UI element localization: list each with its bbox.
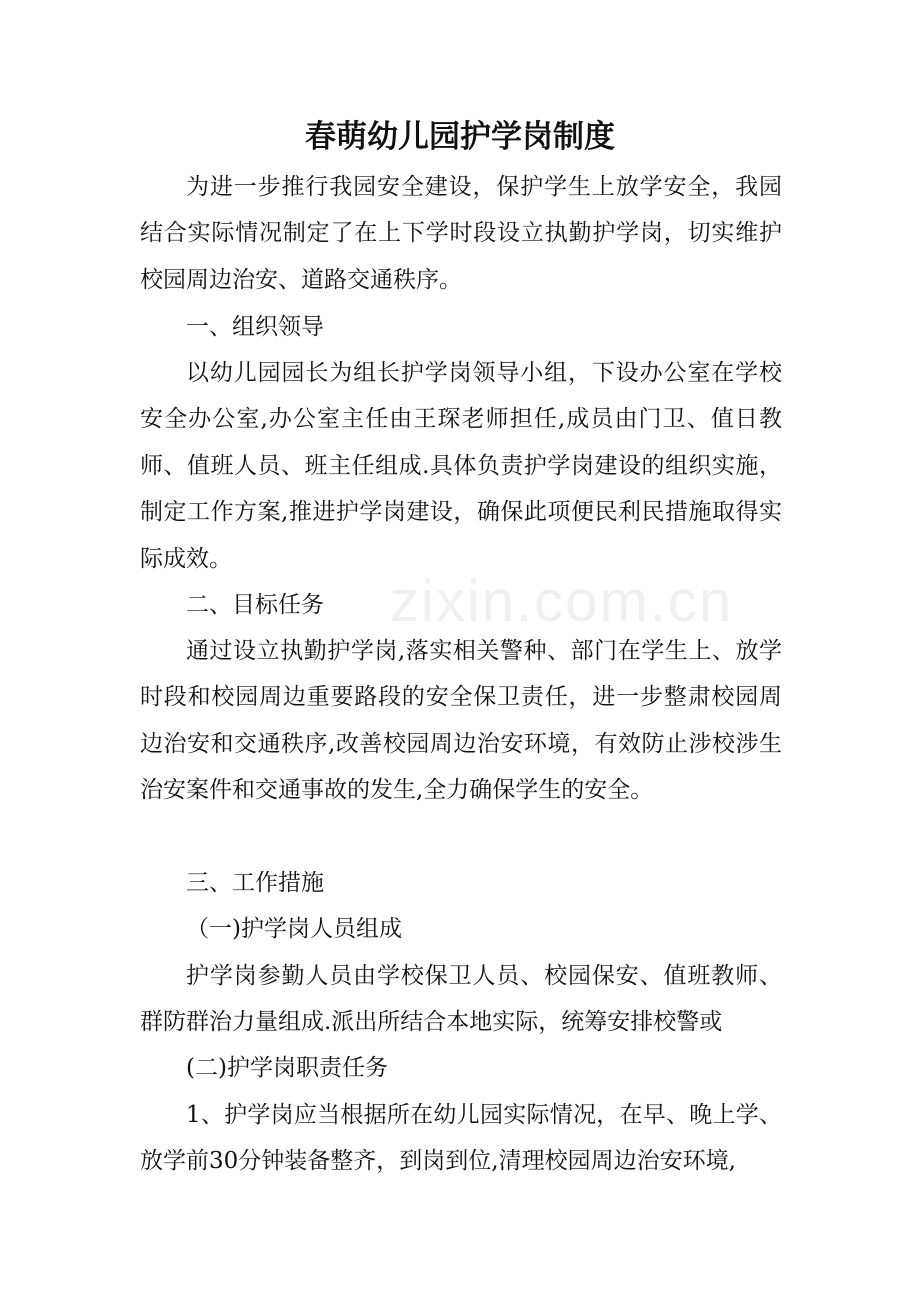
sub-heading-duties: (二)护学岗职责任务: [186, 1055, 388, 1081]
watermark: zixin.com.cn: [390, 569, 734, 634]
section-heading-measures: 三、工作措施: [186, 870, 324, 896]
section-body-goals: 通过设立执勤护学岗,落实相关警种、部门在学生上、放学时段和校园周边重要路段的安全保卫责任，进一步整肃校园周边治安和交通秩序,改善校园周边治安环境，有效防止涉校涉生治安案件和交通事故的发生,全力确保学生的安全。: [140, 638, 782, 804]
section-heading-organization: 一、组织领导: [186, 314, 324, 340]
intro-paragraph: 为进一步推行我园安全建设，保护学生上放学安全，我园结合实际情况制定了在上下学时段设立执勤护学岗，切实维护校园周边治安、道路交通秩序。: [140, 174, 782, 293]
duties-item-1: 1、护学岗应当根据所在幼儿园实际情况，在早、晚上学、放学前30分钟装备整齐，到岗到位,清理校园周边治安环境,: [140, 1102, 782, 1175]
page-title: 春萌幼儿园护学岗制度: [305, 119, 615, 155]
sub-heading-personnel: （一)护学岗人员组成: [186, 916, 402, 942]
section-body-organization: 以幼儿园园长为组长护学岗领导小组，下设办公室在学校安全办公室,办公室主任由王琛老师担任,成员由门卫、值日教师、值班人员、班主任组成.具体负责护学岗建设的组织实施，制定工作方案,推进护学岗建设，确保此项便民利民措施取得实际成效。: [140, 360, 782, 572]
section-heading-goals: 二、目标任务: [186, 592, 324, 618]
sub-body-personnel: 护学岗参勤人员由学校保卫人员、校园保安、值班教师、群防群治力量组成.派出所结合本地实际，统筹安排校警或: [140, 963, 782, 1036]
